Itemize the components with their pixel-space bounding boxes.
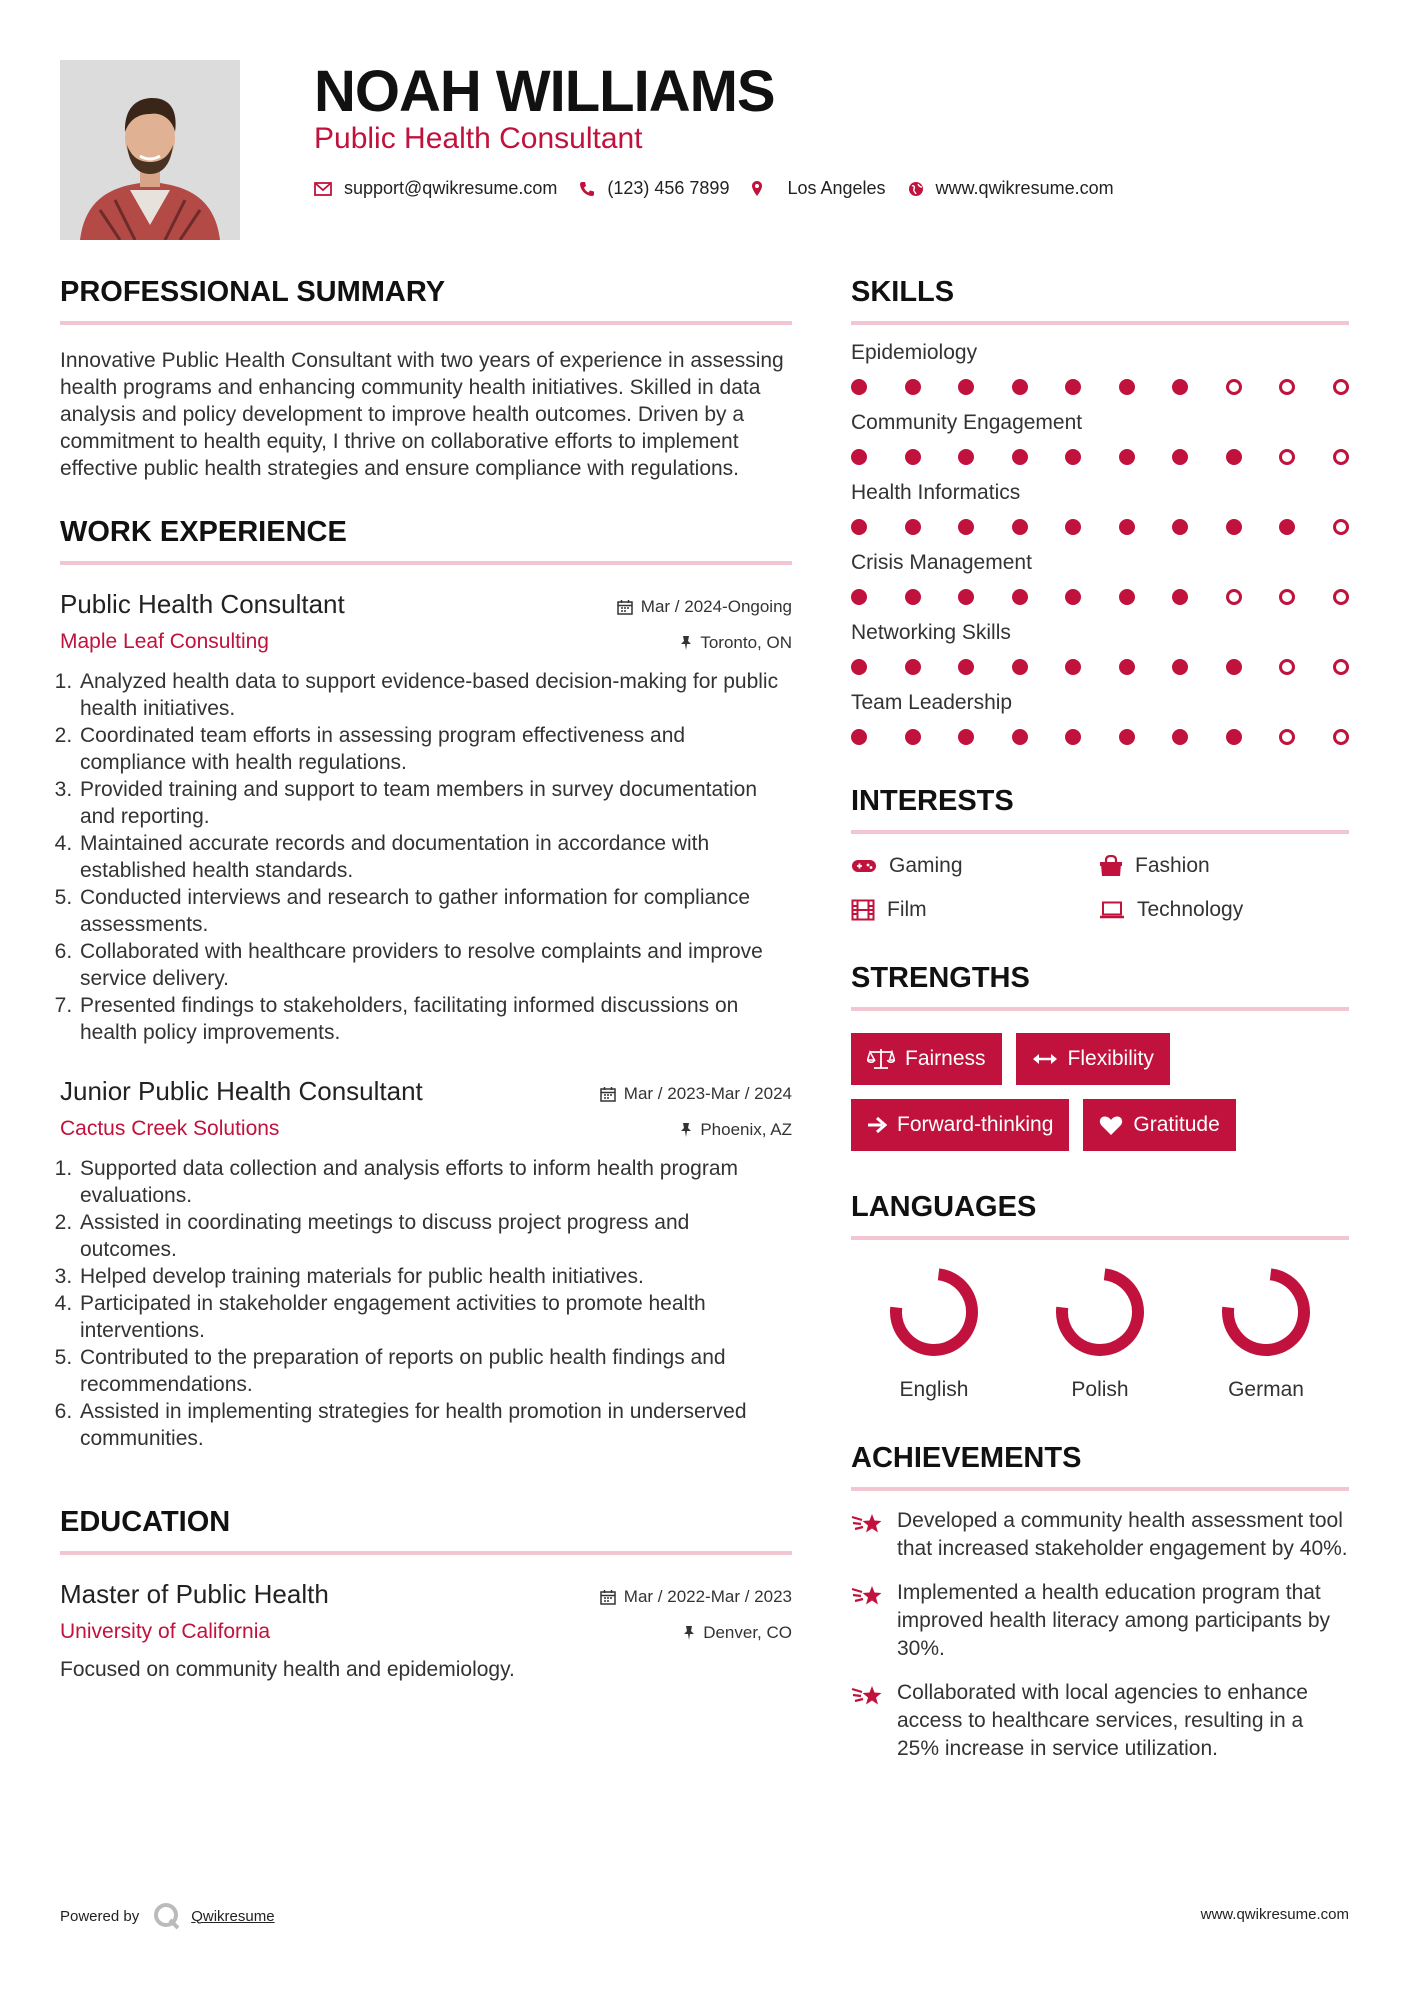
phone-text: (123) 456 7899 (607, 178, 730, 198)
job-bullets (60, 668, 792, 1046)
candidate-title: Public Health Consultant (314, 122, 643, 155)
education-location (683, 1623, 792, 1643)
skill-name: Crisis Management (851, 551, 1032, 574)
language-name: English (899, 1378, 969, 1401)
shooting-star-icon (851, 1511, 885, 1537)
interest-label: Fashion (1135, 854, 1210, 877)
skill-dot-filled (851, 589, 867, 605)
skill-dot-filled (1065, 449, 1081, 465)
skill-rating (851, 589, 1349, 605)
skill-dot-filled (1172, 519, 1188, 535)
job-date-text: Mar / 2023-Mar / 2024 (623, 1084, 792, 1103)
skill-dot-empty (1333, 449, 1349, 465)
job-bullet: 3. Provided training and support to team members in survey documentation and reporting. (78, 776, 792, 830)
location-text: Los Angeles (787, 178, 886, 198)
skill-dot-filled (958, 379, 974, 395)
degree-title: Master of Public Health (60, 1579, 329, 1609)
skill-dot-filled (851, 519, 867, 535)
skill-item (851, 551, 1349, 605)
language-name: Polish (1071, 1378, 1129, 1401)
language-gauge-arc (1228, 1274, 1304, 1350)
job-entry (60, 1076, 792, 1452)
skill-dot-filled (905, 379, 921, 395)
skill-dot-filled (1012, 659, 1028, 675)
brand-link[interactable]: Qwikresume (191, 1907, 275, 1925)
calendar-icon (600, 1589, 616, 1605)
job-bullet: 5. Conducted interviews and research to gather information for compliance assessments. (78, 884, 792, 938)
skill-dot-filled (905, 659, 921, 675)
job-entry (60, 589, 792, 1046)
skill-dot-filled (851, 729, 867, 745)
job-bullet: 6. Assisted in implementing strategies for health promotion in underserved communities. (78, 1398, 792, 1452)
job-date (617, 597, 792, 617)
scale-icon (867, 1048, 895, 1070)
skill-dot-filled (1012, 589, 1028, 605)
candidate-name: NOAH WILLIAMS (314, 59, 775, 124)
education-description: Focused on community health and epidemiology. (60, 1658, 515, 1681)
phone-icon (579, 181, 595, 197)
skill-dot-empty (1226, 589, 1242, 605)
skill-dot-filled (1119, 519, 1135, 535)
job-location-text: Phoenix, AZ (700, 1120, 792, 1139)
language-gauge (888, 1266, 980, 1358)
skill-dot-filled (1119, 659, 1135, 675)
pushpin-icon (680, 1122, 692, 1138)
skill-dot-filled (958, 589, 974, 605)
skill-dot-empty (1279, 379, 1295, 395)
film-icon (851, 899, 875, 921)
job-company: Cactus Creek Solutions (60, 1117, 280, 1140)
skill-dot-filled (1172, 379, 1188, 395)
strength-label: Forward-thinking (897, 1113, 1054, 1136)
gamepad-icon (851, 858, 877, 874)
skill-dot-empty (1333, 729, 1349, 745)
strength-tag (851, 1033, 1002, 1085)
skill-dot-filled (905, 519, 921, 535)
shooting-star-icon (851, 1583, 885, 1609)
skill-dot-filled (1065, 379, 1081, 395)
skill-dot-filled (1065, 729, 1081, 745)
job-title: Junior Public Health Consultant (60, 1076, 423, 1106)
skill-rating (851, 449, 1349, 465)
contact-bar (314, 178, 1136, 199)
skill-dot-filled (1172, 659, 1188, 675)
skill-dot-filled (1119, 589, 1135, 605)
skill-dot-empty (1226, 379, 1242, 395)
map-pin-icon (751, 180, 763, 197)
language-item (1183, 1266, 1349, 1402)
summary-heading: PROFESSIONAL SUMMARY (60, 276, 792, 325)
skill-dot-filled (851, 659, 867, 675)
skill-dot-filled (1012, 449, 1028, 465)
contact-website[interactable] (908, 178, 1114, 199)
skill-dot-filled (1065, 659, 1081, 675)
language-item (1017, 1266, 1183, 1402)
education-date-text: Mar / 2022-Mar / 2023 (623, 1587, 792, 1606)
job-bullet: 2. Assisted in coordinating meetings to discuss project progress and outcomes. (78, 1209, 792, 1263)
skill-dot-filled (1226, 729, 1242, 745)
website-text: www.qwikresume.com (935, 178, 1114, 198)
job-bullet: 4. Maintained accurate records and documentation in accordance with established health standards. (78, 830, 792, 884)
job-title: Public Health Consultant (60, 589, 345, 619)
skill-dot-filled (1172, 449, 1188, 465)
job-bullet: 2. Coordinated team efforts in assessing program effectiveness and compliance with health regulations. (78, 722, 792, 776)
achievement-item (851, 1679, 1349, 1763)
interest-item (1099, 854, 1347, 878)
skill-dot-empty (1333, 519, 1349, 535)
skill-rating (851, 659, 1349, 675)
skill-dot-empty (1333, 379, 1349, 395)
skill-dot-filled (1279, 519, 1295, 535)
summary-text: Innovative Public Health Consultant with two years of experience in assessing health programs and enhancing community health initiatives. Skilled in data analysis and policy development to improve health outcomes. Driven by a commitment to health equity, I thrive on collaborative efforts to implement effective public health strategies and ensure compliance with regulations. (60, 349, 784, 480)
education-location-text: Denver, CO (703, 1623, 792, 1642)
avatar-illustration (60, 60, 240, 240)
skill-dot-filled (851, 449, 867, 465)
job-location (680, 633, 792, 653)
skill-name: Team Leadership (851, 691, 1013, 714)
achievement-text: Implemented a health education program that improved health literacy among participants by 30%. (897, 1581, 1331, 1660)
languages-heading: LANGUAGES (851, 1191, 1349, 1240)
skills-heading: SKILLS (851, 276, 1349, 325)
skill-rating (851, 729, 1349, 745)
skill-dot-filled (1012, 379, 1028, 395)
job-bullets (60, 1155, 792, 1452)
pushpin-icon (683, 1625, 695, 1641)
skill-item (851, 341, 1349, 395)
skill-dot-filled (905, 449, 921, 465)
skill-dot-empty (1333, 589, 1349, 605)
skill-dot-empty (1333, 659, 1349, 675)
education-entry (60, 1579, 792, 1683)
skill-dot-filled (958, 519, 974, 535)
achievement-text: Developed a community health assessment tool that increased stakeholder engagement by 40%. (897, 1509, 1348, 1560)
achievements-list (851, 1507, 1349, 1763)
pushpin-icon (680, 635, 692, 651)
achievement-text: Collaborated with local agencies to enhance access to healthcare services, resulting in a 25% increase in service utilization. (897, 1681, 1308, 1760)
calendar-icon (617, 599, 633, 615)
skill-name: Epidemiology (851, 341, 978, 364)
arrow-right-icon (867, 1116, 887, 1134)
heart-icon (1099, 1115, 1123, 1136)
skill-dot-filled (1119, 729, 1135, 745)
strength-label: Gratitude (1133, 1113, 1220, 1136)
contact-phone[interactable] (579, 178, 729, 199)
language-name: German (1228, 1378, 1304, 1401)
job-bullet: 3. Helped develop training materials for public health initiatives. (78, 1263, 792, 1290)
profile-photo (60, 60, 240, 240)
skill-dot-filled (1012, 519, 1028, 535)
footer-website[interactable]: www.qwikresume.com (1200, 1906, 1349, 1923)
skill-dot-filled (1226, 519, 1242, 535)
shopping-bag-icon (1099, 855, 1123, 877)
left-column (60, 276, 792, 1683)
contact-location (751, 178, 885, 199)
skill-dot-filled (958, 729, 974, 745)
skill-dot-empty (1279, 449, 1295, 465)
job-date-text: Mar / 2024-Ongoing (640, 597, 792, 616)
email-text: support@qwikresume.com (344, 178, 558, 198)
interests-list (851, 854, 1349, 922)
strength-tag (1083, 1099, 1235, 1151)
language-gauge-arc (896, 1274, 972, 1350)
job-company: Maple Leaf Consulting (60, 630, 269, 653)
skill-dot-filled (905, 589, 921, 605)
skill-item (851, 481, 1349, 535)
skill-name: Health Informatics (851, 481, 1021, 504)
job-bullet: 1. Analyzed health data to support evidence-based decision-making for public health initiatives. (78, 668, 792, 722)
job-location (680, 1120, 792, 1140)
skill-dot-filled (1119, 449, 1135, 465)
envelope-icon (314, 182, 332, 196)
skill-name: Community Engagement (851, 411, 1083, 434)
experience-heading: WORK EXPERIENCE (60, 516, 792, 565)
job-bullet: 1. Supported data collection and analysis efforts to inform health program evaluations. (78, 1155, 792, 1209)
interest-label: Technology (1137, 898, 1244, 921)
calendar-icon (600, 1086, 616, 1102)
strengths-heading: STRENGTHS (851, 962, 1349, 1011)
language-gauge (1220, 1266, 1312, 1358)
skill-dot-filled (958, 449, 974, 465)
globe-icon (908, 181, 924, 197)
interest-item (1099, 898, 1347, 922)
skills-list (851, 341, 1349, 745)
qwikresume-logo-icon (153, 1902, 181, 1930)
footer-powered-by (60, 1902, 275, 1930)
interest-label: Gaming (889, 854, 963, 877)
skill-dot-filled (851, 379, 867, 395)
skill-dot-filled (1119, 379, 1135, 395)
skill-rating (851, 519, 1349, 535)
contact-email[interactable] (314, 178, 557, 199)
skill-dot-filled (1226, 449, 1242, 465)
skill-dot-empty (1279, 729, 1295, 745)
arrows-horizontal-icon (1032, 1052, 1058, 1066)
skill-dot-filled (1172, 589, 1188, 605)
skill-item (851, 411, 1349, 465)
right-column (851, 276, 1349, 1763)
job-bullet: 7. Presented findings to stakeholders, facilitating informed discussions on health policy improvements. (78, 992, 792, 1046)
achievement-item (851, 1579, 1349, 1663)
language-gauge-arc (1062, 1274, 1138, 1350)
job-location-text: Toronto, ON (700, 633, 792, 652)
skill-dot-filled (1012, 729, 1028, 745)
interest-item (851, 854, 1099, 878)
skill-item (851, 621, 1349, 675)
interests-heading: INTERESTS (851, 785, 1349, 834)
job-bullet: 5. Contributed to the preparation of reports on public health findings and recommendations. (78, 1344, 792, 1398)
laptop-icon (1099, 901, 1125, 919)
languages-list (851, 1266, 1349, 1402)
strength-label: Fairness (905, 1047, 986, 1070)
skill-item (851, 691, 1349, 745)
interest-label: Film (887, 898, 927, 921)
skill-dot-filled (958, 659, 974, 675)
powered-by-text: Powered by (60, 1907, 140, 1925)
school-name: University of California (60, 1620, 271, 1643)
skill-dot-filled (1065, 519, 1081, 535)
job-date (600, 1084, 792, 1104)
job-bullet: 4. Participated in stakeholder engagement activities to promote health interventions. (78, 1290, 792, 1344)
skill-dot-filled (1226, 659, 1242, 675)
strength-label: Flexibility (1067, 1047, 1154, 1070)
strengths-list (851, 1033, 1349, 1151)
skill-dot-empty (1279, 659, 1295, 675)
language-item (851, 1266, 1017, 1402)
interest-item (851, 898, 1099, 922)
skill-dot-filled (905, 729, 921, 745)
achievement-item (851, 1507, 1349, 1563)
education-date (600, 1587, 792, 1607)
skill-dot-empty (1279, 589, 1295, 605)
strength-tag (851, 1099, 1069, 1151)
skill-name: Networking Skills (851, 621, 1011, 644)
shooting-star-icon (851, 1683, 885, 1709)
strength-tag (1016, 1033, 1170, 1085)
achievements-heading: ACHIEVEMENTS (851, 1442, 1349, 1491)
skill-dot-filled (1065, 589, 1081, 605)
education-heading: EDUCATION (60, 1506, 792, 1555)
skill-dot-filled (1172, 729, 1188, 745)
skill-rating (851, 379, 1349, 395)
language-gauge (1054, 1266, 1146, 1358)
job-bullet: 6. Collaborated with healthcare providers to resolve complaints and improve service delivery. (78, 938, 792, 992)
